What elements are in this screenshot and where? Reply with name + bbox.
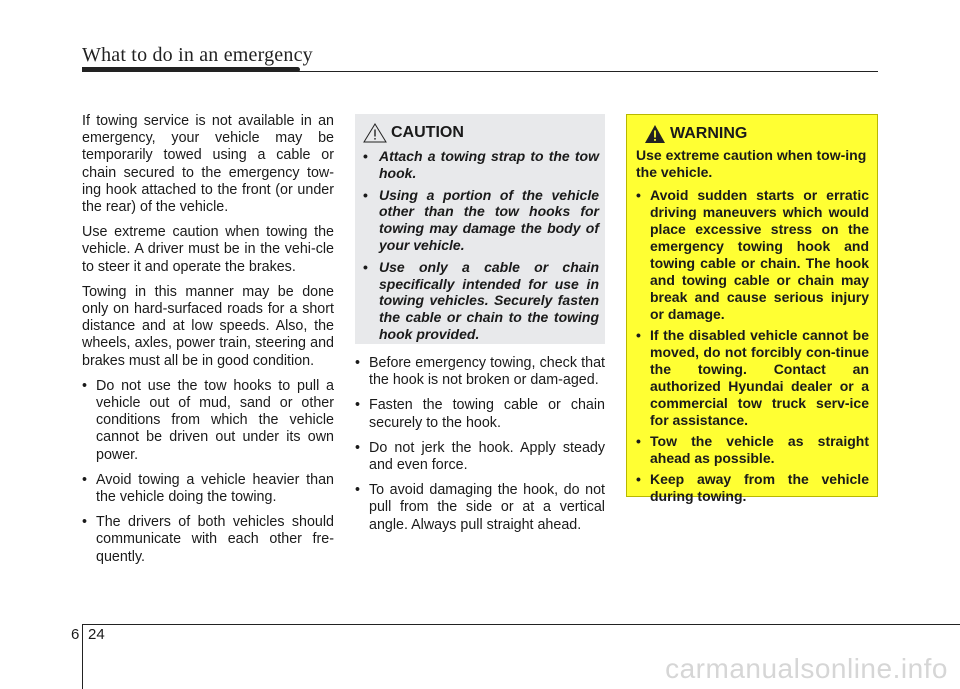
paragraph: Towing in this manner may be done only on hard-surfaced roads for a short distance and at low speeds. Also, the wheels, axles, power train, steering and brakes must all be in good condition.: [82, 283, 334, 369]
warning-intro: Use extreme caution when tow-ing the vehicle.: [636, 147, 867, 180]
warning-item: • If the disabled vehicle cannot be moved, do not forcibly con-tinue the towing. Contact an authorized Hyundai dealer or a commercial tow truck serv-ice for assistance.: [636, 327, 869, 429]
left-bullet-list: [82, 378, 334, 566]
list-item: • The drivers of both vehicles should communicate with each other fre-quently.: [82, 514, 334, 566]
paragraph: If towing service is not available in an emergency, your vehicle may be temporarily towed using a cable or chain secured to the emergency tow-ing hook attached to the front (or under the rear) of the vehicle.: [82, 113, 334, 216]
watermark: carmanualsonline.info: [665, 653, 948, 684]
warning-header: [636, 123, 869, 145]
caution-item: • Use only a cable or chain specifically intended for use in towing vehicles. Securely fasten the cable or chain to the towing hook provided.: [363, 259, 599, 343]
list-item: • To avoid damaging the hook, do not pull from the side or at a vertical angle. Always pull straight ahead.: [355, 482, 605, 534]
caution-box: [355, 114, 605, 344]
caution-list: [363, 148, 599, 343]
list-item: • Before emergency towing, check that the hook is not broken or dam-aged.: [355, 355, 605, 389]
warning-title: WARNING: [670, 125, 748, 142]
middle-column: [355, 355, 605, 542]
list-item: • Do not jerk the hook. Apply steady and even force.: [355, 440, 605, 474]
caution-triangle-icon: [363, 123, 387, 143]
caution-header: [363, 122, 599, 144]
paragraph: Use extreme caution when towing the vehicle. A driver must be in the vehi-cle to steer it and operate the brakes.: [82, 224, 334, 275]
middle-bullet-list: [355, 355, 605, 534]
warning-item: • Keep away from the vehicle during towing.: [636, 471, 869, 505]
warning-box: [626, 114, 878, 504]
list-item: • Avoid towing a vehicle heavier than the vehicle doing the towing.: [82, 472, 334, 506]
warning-triangle-icon: [644, 124, 666, 144]
section-number: 6: [71, 626, 80, 643]
warning-list: [636, 187, 869, 505]
warning-item: • Avoid sudden starts or erratic driving maneuvers which would place excessive stress on the emergency towing hook and towing cable or chain. The hook and towing cable or chain may break and cause serious injury or damage.: [636, 187, 869, 323]
header-rule: [82, 71, 878, 72]
left-column: [82, 113, 334, 574]
page-number: 24: [88, 626, 105, 643]
caution-item: • Attach a towing strap to the tow hook.: [363, 148, 599, 182]
footer-rule: [82, 624, 960, 625]
caution-item: • Using a portion of the vehicle other than the tow hooks for towing may damage the body of your vehicle.: [363, 187, 599, 254]
list-item: • Fasten the towing cable or chain securely to the hook.: [355, 397, 605, 431]
page-header-title: What to do in an emergency: [82, 44, 313, 66]
caution-title: CAUTION: [391, 124, 464, 141]
footer-divider: [82, 624, 83, 689]
warning-item: • Tow the vehicle as straight ahead as possible.: [636, 433, 869, 467]
list-item: • Do not use the tow hooks to pull a vehicle out of mud, sand or other conditions from which the vehicle cannot be driven out under its own power.: [82, 378, 334, 464]
